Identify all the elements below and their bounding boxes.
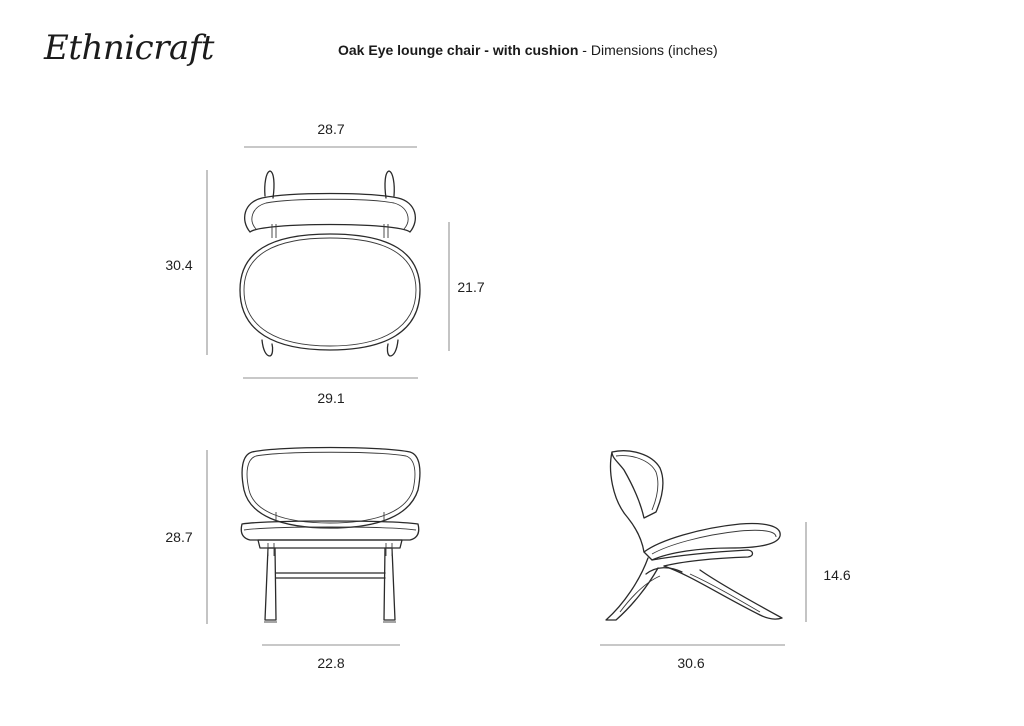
- dim-front-base-width: 22.8: [317, 655, 345, 671]
- front-view-chair: [241, 448, 420, 623]
- ethnicraft-logo: Ethnicraft: [44, 28, 214, 68]
- dim-top-depth: 30.4: [165, 257, 193, 273]
- dim-front-height: 28.7: [165, 529, 193, 545]
- front-view: [207, 448, 420, 646]
- side-view: [600, 451, 806, 645]
- dim-side-depth: 30.6: [677, 655, 705, 671]
- dim-seat-height: 14.6: [823, 567, 851, 583]
- dim-bottom-width: 29.1: [317, 390, 345, 406]
- top-view-chair: [240, 171, 420, 356]
- dim-top-width: 28.7: [317, 121, 345, 137]
- title-subtitle: Dimensions (inches): [590, 42, 718, 58]
- title-separator: -: [578, 42, 591, 58]
- top-view: [207, 147, 449, 378]
- side-view-chair: [606, 451, 782, 620]
- product-name: Oak Eye lounge chair - with cushion: [338, 42, 579, 58]
- dim-seat-depth: 21.7: [457, 279, 485, 295]
